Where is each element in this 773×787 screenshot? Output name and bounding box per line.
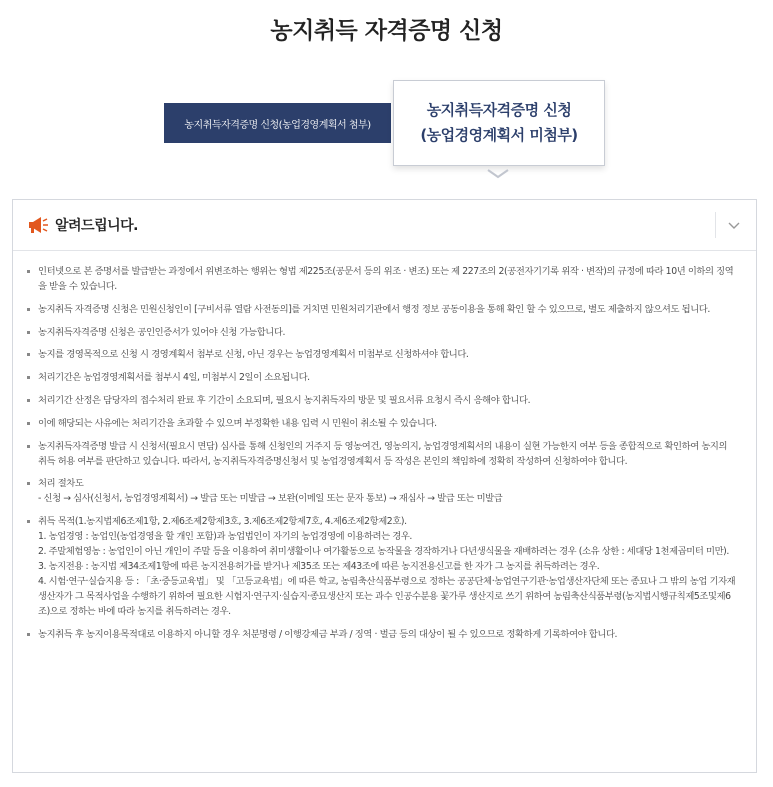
notice-item: 처리기간 산정은 담당자의 접수처리 완료 후 기간이 소요되며, 필요시 농지취득자의 방문 및 필요서류 요청시 즉시 응해야 합니다. [27, 393, 738, 408]
notice-list [13, 251, 756, 642]
notice-item: 농지취득 자격증명 신청은 민원신청인이 [구비서류 열람 사전동의]를 거치면 민원처리기관에서 행정 정보 공동이용을 통해 확인 할 수 있으므로, 별도 제출하지 않으셔도 됩니다. [27, 302, 738, 317]
page-title: 농지취득 자격증명 신청 [270, 18, 503, 44]
notice-item: 처리 절차도 - 신청 → 심사(신청서, 농업경영계획서) → 발급 또는 미발급 → 보완(이메일 또는 문자 통보) → 재심사 → 발급 또는 미발급 [27, 476, 738, 506]
tab-bar [0, 80, 773, 180]
notice-item: 농지취득자격증명 발급 시 신청서(필요시 면담) 심사를 통해 신청인의 거주지 등 영농여건, 영농의지, 농업경영계획서의 내용이 실현 가능한지 여부 등을 종합적으로 확인하여 농지의 취득 허용 여부를 판단하고 있습니다. 따라서, 농지취득자격증명신청서 및 농업경영계획서 등 작성은 본인의 책임하에 정확히 작성하여 신청하여야 합니다. [27, 439, 738, 469]
tab-label: 농지취득자격증명 신청(농업경영계획서 첨부) [184, 119, 371, 131]
divider [715, 212, 716, 238]
tab-without-business-plan[interactable] [393, 80, 605, 166]
notice-item: 인터넷으로 본 증명서를 발급받는 과정에서 위변조하는 행위는 형법 제225조(공문서 등의 위조 · 변조) 또는 제 227조의 2(공전자기기록 위작 · 변작)의 규정에 따라 10년 이하의 징역을 받을 수 있습니다. [27, 264, 738, 294]
notice-item: 농지취득자격증명 신청은 공인인증서가 있어야 신청 가능합니다. [27, 325, 738, 340]
notice-panel [12, 199, 757, 773]
notice-item: 농지를 경영목적으로 신청 시 경영계획서 첨부로 신청, 아닌 경우는 농업경영계획서 미첨부로 신청하셔야 합니다. [27, 347, 738, 362]
notice-title: 알려드립니다. [55, 218, 138, 234]
notice-item: 취득 목적(1.농지법제6조제1항, 2.제6조제2항제3호, 3.제6조제2항제7호, 4.제6조제2항제2호). 1. 농업경영 : 농업인(농업경영을 할 개인 포함)과 농업법인이 자기의 농업경영에 이용하려는 경우. 2. 주말체험영농 : 농업인이 아닌 개인이 주말 등을 이용하여 취미생활이나 여가활동으로 농작물을 경작하거나 다년생식물을 재배하려는 경우 (소유 상한 : 세대당 1천제곱미터 미만). 3. 농지전용 : 농지법 제34조제1항에 따른 농지전용허가를 받거나 제35조 또는 제43조에 따른 농지전용신고를 한 자가 그 농지를 취득하려는 경우. 4. 시험·연구·실습지용 등 : 「초·중등교육법」 및 「고등교육법」에 따른 학교, 농림축산식품부령으로 정하는 공공단체·농업연구기관·농업생산자단체 또는 종묘나 그 밖의 농업 기자재 생산자가 그 목적사업을 수행하기 위하여 필요한 시험지·연구지·실습지·종묘생산지 또는 과수 인공수분용 꽃가루 생산지로 쓰기 위하여 농림축산식품부령(농지법시행규칙제5조및제6조)으로 정하는 바에 따라 농지를 취득하려는 경우. [27, 514, 738, 619]
tab-label-line1: 농지취득자격증명 신청 [426, 101, 572, 119]
notice-item: 이에 해당되는 사유에는 처리기간을 초과할 수 있으며 부정확한 내용 입력 시 민원이 취소될 수 있습니다. [27, 416, 738, 431]
collapse-toggle-chevron-icon[interactable] [724, 215, 744, 235]
notice-header [13, 200, 756, 251]
tab-label-line2: (농업경영계획서 미첨부) [420, 126, 578, 144]
chevron-down-icon [486, 168, 510, 180]
notice-item: 농지취득 후 농지이용목적대로 이용하지 아니할 경우 처분명령 / 이행강제금 부과 / 징역 · 벌금 등의 대상이 될 수 있으므로 정확하게 기록하여야 합니다. [27, 627, 738, 642]
notice-item: 처리기간은 농업경영계획서를 첨부시 4일, 미첨부시 2일이 소요됩니다. [27, 370, 738, 385]
megaphone-icon [27, 216, 49, 234]
tab-with-business-plan[interactable] [164, 103, 391, 143]
